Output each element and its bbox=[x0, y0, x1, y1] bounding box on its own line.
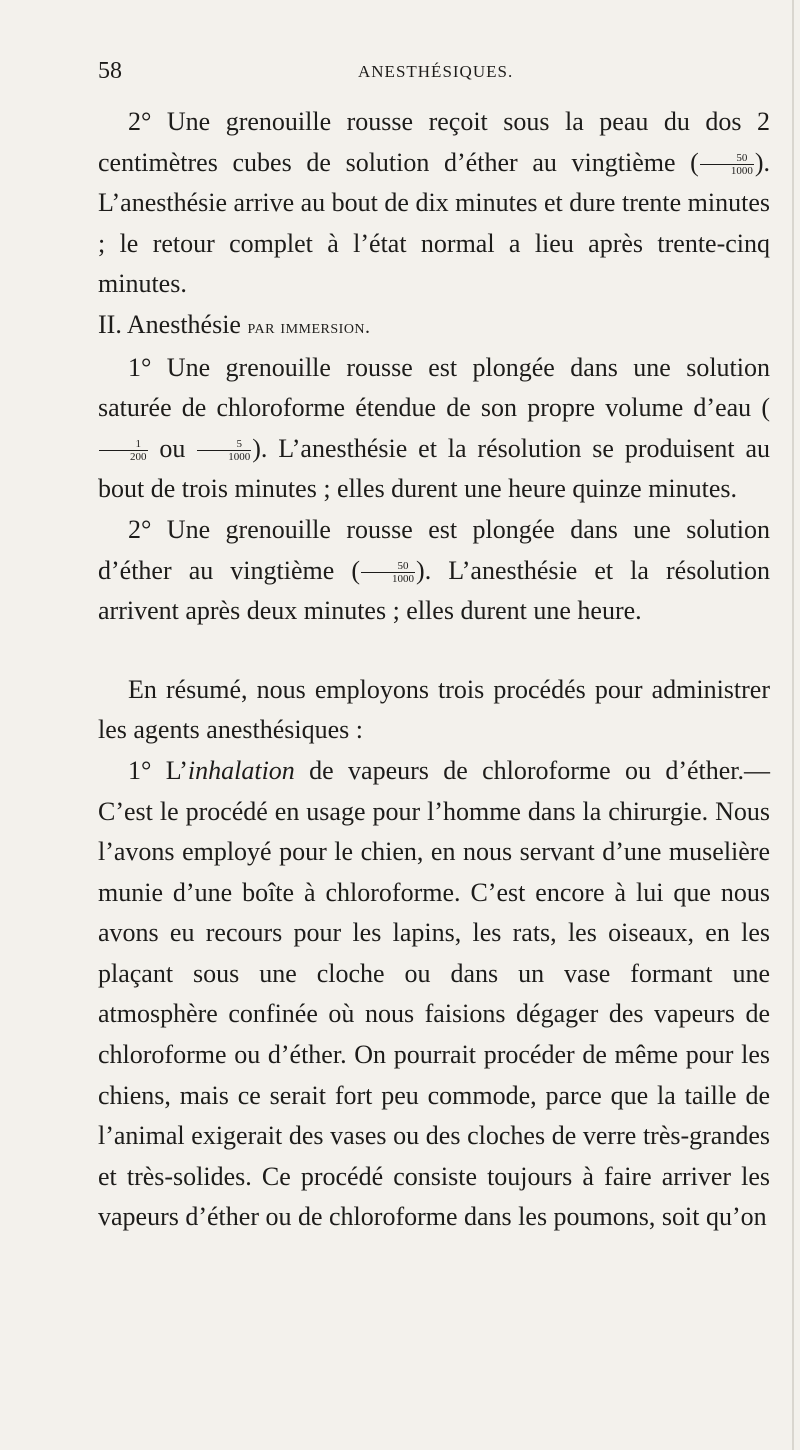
paragraph-inhalation: 1° L’inhalation de vapeurs de chloroforme ou d’éther.— C’est le procédé en usage pour l’homme dans la chirurgie. Nous l’avons employé pour le chien, en nous servant d’une muselière munie d’une boîte à chloroforme. C’est encore à lui que nous avons eu recours pour les lapins, les rats, les oiseaux, en les plaçant sous une cloche ou dans un vase formant une atmosphère confinée où nous faisions dégager des vapeurs de chloroforme ou d’éther. On pourrait procéder de même pour les chiens, mais ce serait fort peu commode, parce que la taille de l’animal exigerait des vases ou des cloches de verre très-grandes et très-solides. Ce procédé consiste toujours à faire arriver les vapeurs d’éther ou de chloroforme dans les poumons, soit qu’on bbox=[98, 755, 770, 1232]
section-heading-immersion: II. Anesthésie par immersion. bbox=[98, 309, 371, 339]
page-edge bbox=[792, 0, 794, 1450]
body-text bbox=[98, 102, 770, 1238]
paragraph-chloroform-immersion: 1° Une grenouille rousse est plongée dans une solution saturée de chloroforme étendue de son propre volume d’eau ( $\frac{1}{200}$ ou $\frac{5}{1000}$ ). L’anesthésie et la résolution se produisent au bout de trois minutes ; elles durent une heure quinze minutes. bbox=[98, 352, 770, 504]
fraction: $\frac{1}{200}$ bbox=[99, 438, 148, 463]
fraction: $\frac{50}{1000}$ bbox=[361, 560, 415, 585]
page-number: 58 bbox=[98, 58, 122, 84]
fraction: $\frac{50}{1000}$ bbox=[700, 152, 754, 177]
fraction: $\frac{5}{1000}$ bbox=[197, 438, 251, 463]
running-head: ANESTHÉSIQUES. bbox=[358, 62, 514, 81]
paragraph-ether-immersion: 2° Une grenouille rousse est plongée dans une solution d’éther au vingtième ( $\frac{50}{1000}$ ). L’anesthésie et la résolution arrivent après deux minutes ; elles durent une heure. bbox=[98, 514, 771, 626]
paragraph-ether-injection: 2° Une grenouille rousse reçoit sous la peau du dos 2 centimètres cubes de solution d’éther au vingtième ( $\frac{50}{1000}$ ). L’anesthésie arrive au bout de dix minutes et dure trente minutes ; le retour complet à l’état normal a lieu après trente-cinq minutes. bbox=[98, 107, 770, 299]
book-page bbox=[98, 52, 770, 1238]
page-header bbox=[98, 52, 770, 92]
paragraph-summary: En résumé, nous employons trois procédés pour administrer les agents anesthésiques : bbox=[98, 674, 770, 745]
